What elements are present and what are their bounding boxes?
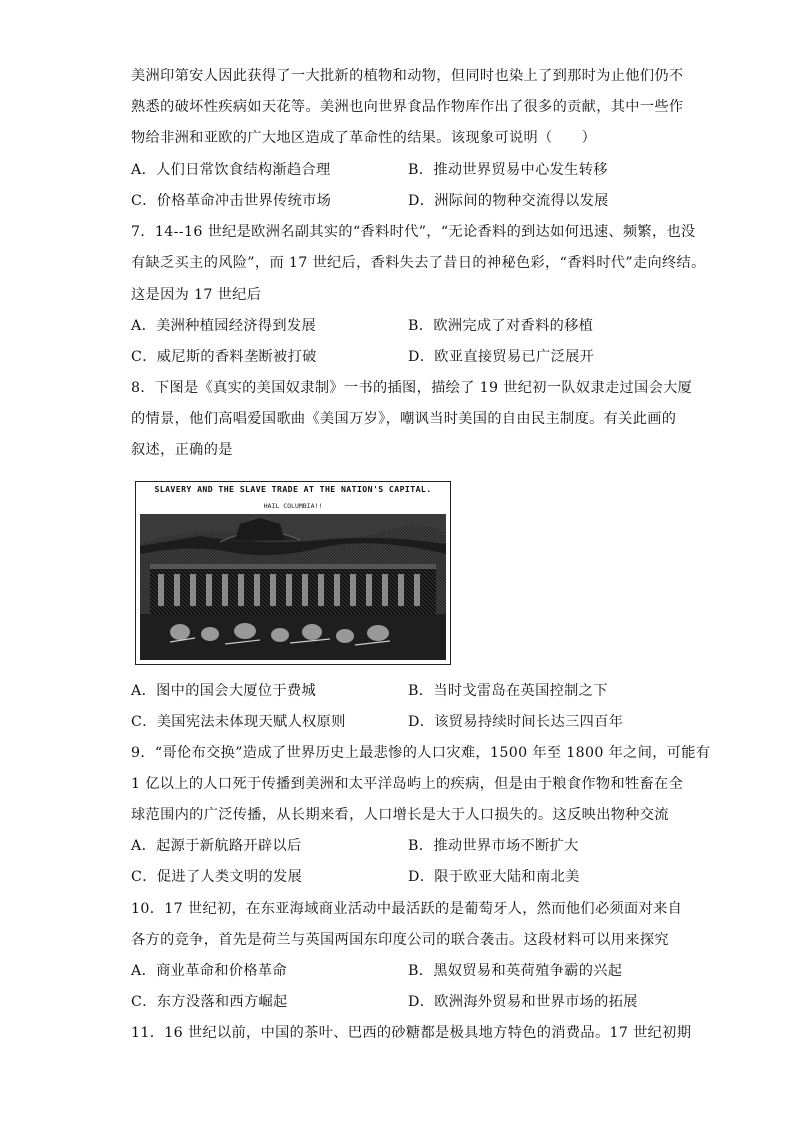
q10-option-d: D．欧洲海外贸易和世界市场的拓展 — [408, 994, 638, 1010]
q10-option-b: B．黑奴贸易和英荷殖争霸的兴起 — [408, 963, 623, 979]
q10-option-c: C．东方没落和西方崛起 — [131, 994, 288, 1010]
q9-stem-line-2: 1 亿以上的人口死于传播到美洲和太平洋岛屿上的疾病，但是由于粮食作物和牲畜在全 — [131, 776, 684, 792]
q6-option-d: D．洲际间的物种交流得以发展 — [408, 193, 609, 209]
q6-option-a: A．人们日常饮食结构渐趋合理 — [131, 162, 331, 178]
q6-stem-line-2: 熟悉的破坏性疾病如天花等。美洲也向世界食品作物库作出了很多的贡献，其中一些作 — [131, 99, 684, 115]
q6-stem-line-3: 物给非洲和亚欧的广大地区造成了革命性的结果。该现象可说明（ ） — [131, 130, 597, 146]
q7-option-a: A．美洲种植园经济得到发展 — [131, 318, 317, 334]
q9-option-a: A．起源于新航路开辟以后 — [131, 838, 302, 854]
q9-stem-line-3: 球范围内的广泛传播，从长期来看，人口增长是大于人口损失的。这反映出物种交流 — [131, 807, 669, 823]
q9-option-b: B．推动世界市场不断扩大 — [408, 838, 579, 854]
q9-stem-line-1: 9．“哥伦布交换”造成了世界历史上最悲惨的人口灾难，1500 年至 1800 年之间，可能有 — [131, 745, 711, 761]
capitol-engraving-image — [140, 514, 446, 660]
q7-stem-line-3: 这是因为 17 世纪后 — [131, 287, 262, 303]
q11-stem-line-1: 11．16 世纪以前，中国的茶叶、巴西的砂糖都是极具地方特色的消费品。17 世纪初期 — [131, 1025, 692, 1041]
q10-stem-line-1: 10．17 世纪初，在东亚海域商业活动中最活跃的是葡萄牙人，然而他们必须面对来自 — [131, 901, 683, 917]
q6-option-c: C．价格革命冲击世界传统市场 — [131, 193, 332, 209]
q7-stem-line-1: 7．14--16 世纪是欧洲名副其实的“香料时代”，“无论香料的到达如何迅速、频繁，也没 — [131, 224, 696, 240]
q7-option-c: C．威尼斯的香料垄断被打破 — [131, 349, 317, 365]
figure-subcaption: HAIL COLUMBIA!! — [263, 502, 323, 510]
capitol-slavery-illustration — [135, 481, 451, 665]
q6-option-b: B．推动世界贸易中心发生转移 — [408, 162, 608, 178]
q8-option-a: A．图中的国会大厦位于费城 — [131, 683, 317, 699]
q8-option-b: B．当时戈雷岛在英国控制之下 — [408, 683, 608, 699]
q7-option-d: D．欧亚直接贸易已广泛展开 — [408, 349, 595, 365]
q9-option-d: D．限于欧亚大陆和南北美 — [408, 869, 580, 885]
q10-stem-line-2: 各方的竞争，首先是荷兰与英国两国东印度公司的联合袭击。这段材料可以用来探究 — [131, 932, 669, 948]
q8-stem-line-2: 的情景，他们高唱爱国歌曲《美国万岁》，嘲讽当时美国的自由民主制度。有关此画的 — [131, 411, 677, 427]
q7-option-b: B．欧洲完成了对香料的移植 — [408, 318, 594, 334]
q8-option-c: C．美国宪法未体现天赋人权原则 — [131, 714, 346, 730]
figure-caption: SLAVERY AND THE SLAVE TRADE AT THE NATION'S CAPITAL. — [154, 484, 432, 494]
q8-option-d: D．该贸易持续时间长达三四百年 — [408, 714, 624, 730]
q7-stem-line-2: 有缺乏买主的风险”，而 17 世纪后，香料失去了昔日的神秘色彩，“香料时代”走向终结。 — [131, 255, 706, 271]
q6-stem-line-1: 美洲印第安人因此获得了一大批新的植物和动物，但同时也染上了到那时为止他们仍不 — [131, 68, 684, 84]
q8-stem-line-3: 叙述，正确的是 — [131, 442, 233, 458]
q8-stem-line-1: 8．下图是《真实的美国奴隶制》一书的插图，描绘了 19 世纪初一队奴隶走过国会大厦 — [131, 380, 693, 396]
q9-option-c: C．促进了人类文明的发展 — [131, 869, 303, 885]
q10-option-a: A．商业革命和价格革命 — [131, 963, 287, 979]
